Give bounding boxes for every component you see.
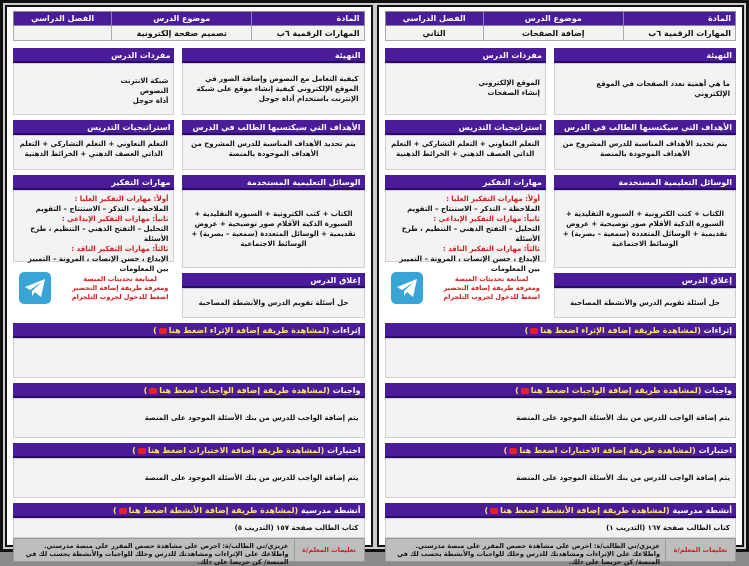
aids-text: الكتاب + كتب الكترونية + السبورة التقليدية + السبورة الذكية الأقلام صور توضيحية + عروض تقديمية + الوسائل المتعددة (سمعية – بصرية) + الوسائط الاجتماعية: [554, 190, 736, 268]
teacher-instructions-label: تعليمات المعلم/ة: [665, 539, 735, 561]
paren: ): [153, 326, 157, 335]
strategies-text: التعلم التعاوني + التعلم التشاركي + التعلم الذاتي العصف الذهني + الخرائط الذهنية: [13, 135, 174, 170]
homework-text: يتم إضافة الواجب للدرس من بنك الأسئلة الموجود على المنصة: [385, 398, 737, 438]
strategies-title: استراتيجيات التدريس: [385, 120, 546, 135]
teacher-instructions: [385, 538, 737, 566]
homework-howto-link[interactable]: (لمشاهدة طريقة إضافة الواجبات اضغط هنا: [159, 386, 330, 395]
teacher-instructions-text: [386, 539, 666, 566]
vocab-section: [13, 48, 174, 115]
topic-header: موضوع الدرس: [483, 12, 623, 26]
activities-bar: [13, 503, 365, 518]
tests-text: يتم إضافة الواجب للدرس من بنك الأسئلة الموجود على المنصة: [13, 458, 365, 498]
term-header: الفصل الدراسي: [14, 12, 112, 26]
enrichment-section: [385, 323, 737, 378]
instruction-line: واطلاعك على الإثراءات ومشاهدتك للدرس وحلك للواجبات والأنشطة يحسب لك في المنصة/ كن حريصا على ذلك.: [397, 550, 660, 566]
warmup-title: التهيئة: [554, 48, 736, 63]
lesson-header-table: [13, 11, 365, 41]
promo-line: اضغط للدخول لجروب التلجرام: [443, 292, 540, 301]
strategies-text: التعلم التعاوني + التعلم التشاركي + التعلم الذاتي العصف الذهني + الخرائط الذهنية: [385, 135, 546, 170]
thinking-body: [385, 190, 546, 273]
creative-thinking-text: التحليل – التفتح الذهني – التنظيم ، طرح الأسئلة: [401, 225, 540, 243]
tests-howto-link[interactable]: (لمشاهدة طريقة إضافة الاختبارات اضغط هنا: [147, 446, 325, 455]
aids-section: [182, 175, 364, 268]
instruction-line: واطلاعك على الإثراءات ومشاهدتك للدرس وحلك للواجبات والأنشطة يحسب لك في المنصة/ كن حريصا على ذلك.: [25, 550, 289, 566]
warmup-text: ما هي أهمية تعدد الصفحات في الموقع الإلكتروني: [554, 63, 736, 115]
instruction-line: عزيزي/تي الطالب/ة: احرص على مشاهدة حصص المقرر على منصة مدرستي.: [415, 542, 660, 550]
telegram-icon[interactable]: [391, 272, 423, 304]
aids-title: الوسائل التعليمية المستخدمة: [182, 175, 364, 190]
tests-bar: [385, 443, 737, 458]
vocab-item: النصوص: [139, 87, 169, 95]
promo-line: ومعرفة طريقة إضافة التحضير: [72, 283, 169, 292]
critical-thinking-text: الإبداع ، حسن الإنصات ، المرونة – التمييز بين المعلومات: [399, 255, 540, 273]
paren: ): [132, 446, 136, 455]
creative-thinking-heading: ثانياً: مهارات التفكير الإبداعي :: [433, 215, 540, 223]
tests-section: [13, 443, 365, 498]
vocab-item: إنشاء الصفحات: [487, 89, 540, 97]
subject-header: المادة: [623, 12, 735, 26]
aids-section: [554, 175, 736, 268]
closing-text: حل أسئلة تقويم الدرس والأنشطة المصاحبة: [182, 288, 364, 318]
goals-text: يتم تحديد الأهداف المناسبة للدرس المشروح من الأهداف الموجودة بالمنصة: [182, 135, 364, 170]
telegram-icon[interactable]: [19, 272, 51, 304]
teacher-instructions-label: تعليمات المعلم/ة: [294, 539, 364, 561]
play-icon[interactable]: [490, 508, 498, 514]
paren: ): [113, 506, 117, 515]
enrichment-bar: [385, 323, 737, 338]
subject-value: المهارات الرقمية ٦ب: [623, 26, 735, 41]
creative-thinking-text: التحليل – التفتح الذهني – التنظيم ، طرح الأسئلة: [30, 225, 169, 243]
goals-section: [554, 120, 736, 170]
play-icon[interactable]: [521, 388, 529, 394]
vocab-section: [385, 48, 546, 115]
tests-howto-link[interactable]: (لمشاهدة طريقة إضافة الاختبارات اضغط هنا: [519, 446, 696, 455]
topic-header: موضوع الدرس: [112, 12, 252, 26]
pages-container: [3, 3, 746, 566]
thinking-skills-section: [13, 175, 174, 273]
vocab-item: شبكة الانترنت: [120, 77, 169, 85]
homework-bar: [385, 383, 737, 398]
goals-title: الأهداف التي سيكتسبها الطالب في الدرس: [554, 120, 736, 135]
closing-text: حل أسئلة تقويم الدرس والأنشطة المصاحبة: [554, 288, 736, 318]
tests-bar: [13, 443, 365, 458]
goals-title: الأهداف التي سيكتسبها الطالب في الدرس: [182, 120, 364, 135]
enrichment-section: [13, 323, 365, 378]
topic-value: إضافة الصفحات: [483, 26, 623, 41]
play-icon[interactable]: [530, 328, 538, 334]
higher-thinking-text: الملاحظة – التذكر – الاستنتاج – التقويم: [35, 205, 169, 213]
subject-value: المهارات الرقمية ٦ب: [252, 26, 364, 41]
higher-thinking-text: الملاحظة – التذكر – الاستنتاج – التقويم: [407, 205, 540, 213]
homework-bar: [13, 383, 365, 398]
homework-label: واجبات: [704, 386, 732, 395]
enrichment-text: [13, 338, 365, 378]
lesson-plan-page-1: [5, 5, 373, 566]
promo-line: اضغط للدخول لجروب التلجرام: [71, 292, 169, 301]
lesson-plan-page-2: [377, 5, 745, 566]
thinking-skills-section: [385, 175, 546, 273]
paren: ): [515, 386, 519, 395]
teacher-instructions: [13, 538, 365, 566]
vocab-title: مفردات الدرس: [13, 48, 174, 63]
teacher-instructions-text: [14, 539, 294, 566]
promo-line: ومعرفة طريقة إضافة التحضير: [443, 283, 540, 292]
thinking-title: مهارات التفكير: [13, 175, 174, 190]
critical-thinking-heading: ثالثاً: مهارات التفكير الناقد :: [442, 245, 540, 253]
term-value: [14, 26, 112, 41]
promo-line: لمتابعة تحديثات المنصة: [83, 274, 157, 283]
homework-section: [13, 383, 365, 438]
enrichment-label: إثراءات: [703, 326, 732, 335]
strategies-section: [385, 120, 546, 170]
paren: ): [503, 446, 508, 455]
thinking-body: [13, 190, 174, 273]
term-value: الثاني: [385, 26, 483, 41]
goals-text: يتم تحديد الأهداف المناسبة للدرس المشروح من الأهداف الموجودة بالمنصة: [554, 135, 736, 170]
telegram-promo-text: [443, 275, 540, 302]
enrichment-text: [385, 338, 737, 378]
warmup-section: [182, 48, 364, 115]
tests-section: [385, 443, 737, 498]
goals-section: [182, 120, 364, 170]
homework-text: يتم إضافة الواجب للدرس من بنك الأسئلة الموجود على المنصة: [13, 398, 365, 438]
activities-text: كتاب الطالب صفحة ١٥٧ (التدريب ٥): [13, 518, 365, 538]
closing-title: إغلاق الدرس: [182, 273, 364, 288]
homework-section: [385, 383, 737, 438]
lesson-header-table: [385, 11, 737, 41]
activities-text: كتاب الطالب صفحة ١٦٧ (التدريب ١): [385, 518, 737, 538]
creative-thinking-heading: ثانياً: مهارات التفكير الإبداعي :: [61, 215, 169, 223]
paren: ): [143, 386, 148, 395]
critical-thinking-text: الإبداع ، حسن الإنصات ، المرونة – التمييز بين المعلومات: [27, 255, 169, 273]
activities-howto-link[interactable]: (لمشاهدة طريقة إضافة الأنشطة اضغط هنا: [128, 506, 299, 515]
tests-label: اختبارات: [698, 446, 732, 455]
enrichment-bar: [13, 323, 365, 338]
warmup-text: كيفية التعامل مع النصوص وإضافة الصور في الموقع الإلكتروني كيفية إنشاء موقع على شبكة الإنترنت باستخدام أداة جوجل: [182, 63, 364, 115]
higher-thinking-heading: أولاً: مهارات التفكير العليا :: [446, 195, 540, 203]
play-icon[interactable]: [149, 388, 157, 394]
higher-thinking-heading: أولاً: مهارات التفكير العليا :: [74, 195, 169, 203]
closing-title: إغلاق الدرس: [554, 273, 736, 288]
enrichment-label: إثراءات: [332, 326, 361, 335]
activities-label: أنشطة مدرسية: [301, 506, 361, 515]
vocab-item: أداة جوجل: [132, 97, 169, 105]
tests-label: اختبارات: [327, 446, 361, 455]
promo-line: لمتابعة تحديثات المنصة: [454, 274, 529, 283]
activities-section: [13, 503, 365, 538]
critical-thinking-heading: ثالثاً: مهارات التفكير الناقد :: [71, 245, 169, 253]
play-icon[interactable]: [159, 328, 167, 334]
thinking-title: مهارات التفكير: [385, 175, 546, 190]
vocab-title: مفردات الدرس: [385, 48, 546, 63]
activities-howto-link[interactable]: (لمشاهدة طريقة إضافة الأنشطة اضغط هنا: [500, 506, 670, 515]
aids-title: الوسائل التعليمية المستخدمة: [554, 175, 736, 190]
play-icon[interactable]: [138, 448, 146, 454]
vocab-list: [13, 63, 174, 115]
term-header: الفصل الدراسي: [385, 12, 483, 26]
paren: ): [484, 506, 489, 515]
homework-howto-link[interactable]: (لمشاهدة طريقة إضافة الواجبات اضغط هنا: [530, 386, 702, 395]
strategies-title: استراتيجيات التدريس: [13, 120, 174, 135]
warmup-title: التهيئة: [182, 48, 364, 63]
tests-text: يتم إضافة الواجب للدرس من بنك الأسئلة الموجود على المنصة: [385, 458, 737, 498]
play-icon[interactable]: [119, 508, 127, 514]
subject-header: المادة: [252, 12, 364, 26]
warmup-section: [554, 48, 736, 115]
vocab-list: [385, 63, 546, 115]
strategies-section: [13, 120, 174, 170]
activities-section: [385, 503, 737, 538]
enrichment-howto-link[interactable]: (لمشاهدة طريقة إضافة الإثراء اضغط هنا: [168, 326, 330, 335]
closing-section: [182, 273, 364, 318]
instruction-line: عزيزي/تي الطالب/ة: احرص على مشاهدة حصص المقرر على منصة مدرستي.: [43, 542, 289, 550]
telegram-promo-text: [72, 275, 169, 302]
homework-label: واجبات: [332, 386, 361, 395]
enrichment-howto-link[interactable]: (لمشاهدة طريقة إضافة الإثراء اضغط هنا: [540, 326, 701, 335]
play-icon[interactable]: [509, 448, 517, 454]
paren: ): [524, 326, 529, 335]
closing-section: [554, 273, 736, 318]
aids-text: الكتاب + كتب الكترونية + السبورة التقليدية + السبورة الذكية الأقلام صور توضيحية + عروض تقديمية + الوسائل المتعددة (سمعية – بصرية) + الوسائط الاجتماعية: [182, 190, 364, 268]
activities-bar: [385, 503, 737, 518]
vocab-item: الموقع الإلكتروني: [478, 79, 540, 87]
topic-value: تصميم صفحة إلكترونية: [112, 26, 252, 41]
activities-label: أنشطة مدرسية: [672, 506, 732, 515]
